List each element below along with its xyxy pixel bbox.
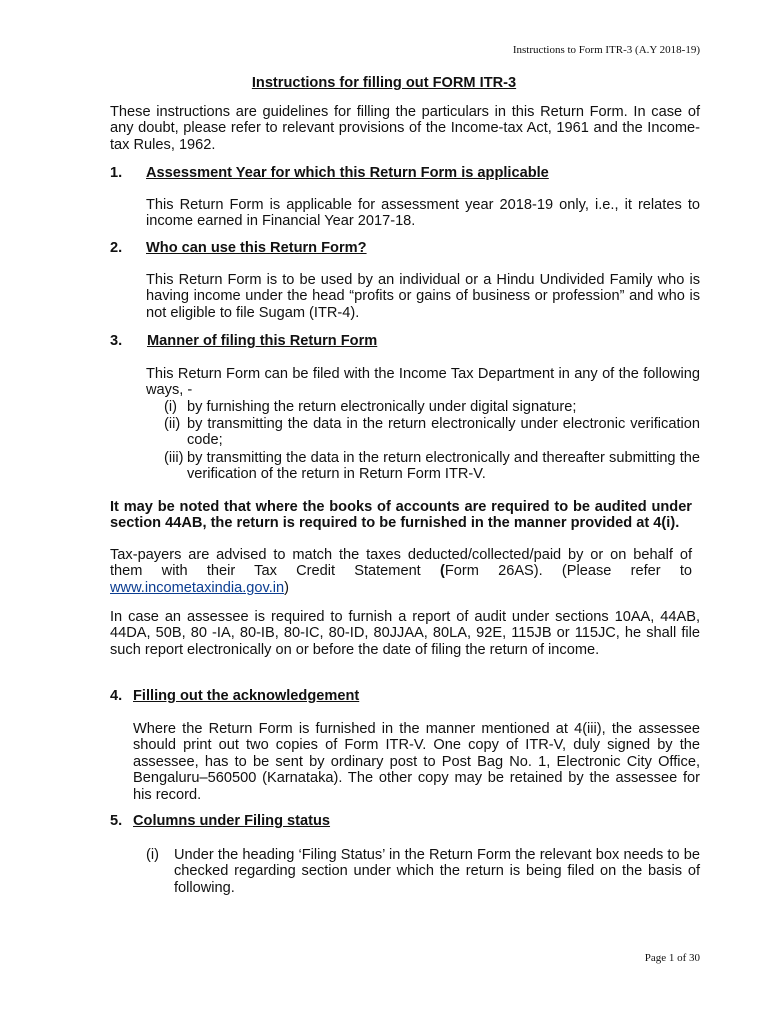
section-4-title: Filling out the acknowledgement [133,688,360,704]
list-item [146,847,700,896]
list-marker: (iii) [164,450,184,466]
section-1-title: Assessment Year for which this Return Form is applicable [146,165,549,181]
list-text: Under the heading ‘Filing Status’ in the Return Form the relevant box needs to be checked regarding section under which the return is being filed on the basis of following. [174,847,700,896]
section-2-number: 2. [110,240,123,256]
intro-paragraph: These instructions are guidelines for filling the particulars in this Return Form. In case of any doubt, please refer to relevant provisions of the Income-tax Act, 1961 and the Income-tax Rules, 1962. [110,104,700,153]
list-item [164,399,700,415]
page-number: Page 1 of 30 [644,952,700,964]
advice-form: Form 26AS). (Please refer to [444,563,692,580]
list-marker: (ii) [164,416,181,432]
advice-paren: ( [439,563,445,580]
list-marker: (i) [146,847,159,863]
audit-report-paragraph: In case an assessee is required to furnish a report of audit under sections 10AA, 44AB, 44DA, 50B, 80 -IA, 80-IB, 80-IC, 80-ID, 80JJAA, 80LA, 92E, 115JB or 115JC, he shall file such report electronically on or before the date of filing the return of income. [110,609,700,658]
section-1-body: This Return Form is applicable for assessment year 2018-19 only, i.e., it relates to income earned in Financial Year 2017-18. [146,197,700,230]
section-4-body: Where the Return Form is furnished in the manner mentioned at 4(iii), the assessee should print out two copies of Form ITR-V. One copy of ITR-V, duly signed by the assessee, has to be sent by ordinary post to Post Bag No. 1, Electronic City Office, Bengaluru–560500 (Karnataka). The other copy may be retained by the assessee for his record. [133,721,700,803]
advice-close: ) [284,579,290,596]
list-item [164,416,700,449]
document-title: Instructions for filling out FORM ITR-3 [251,75,517,91]
income-tax-link[interactable]: www.incometaxindia.gov.in [110,579,285,596]
section-2-title: Who can use this Return Form? [146,240,367,256]
section-3-title: Manner of filing this Return Form [147,333,378,349]
advice-text: Tax-payers are advised to match the taxes deducted/collected/paid by or on behalf of them with their Tax Credit Statement [110,547,692,580]
section-1-number: 1. [110,165,123,181]
list-marker: (i) [164,399,177,415]
section-3-number: 3. [110,333,123,349]
section-5-title: Columns under Filing status [133,813,331,829]
section-2-body: This Return Form is to be used by an individual or a Hindu Undivided Family who is having income under the head “profits or gains of business or profession” and who is not eligible to file Sugam (ITR-4). [146,272,700,321]
list-text: by furnishing the return electronically under digital signature; [187,399,577,415]
audit-note: It may be noted that where the books of accounts are required to be audited under section 44AB, the return is required to be furnished in the manner provided at 4(i). [110,499,692,532]
section-3-body: This Return Form can be filed with the Income Tax Department in any of the following ways, - [146,366,700,399]
advice-paragraph [110,547,692,596]
section-5-number: 5. [110,813,123,829]
section-4-number: 4. [110,688,123,704]
list-text: by transmitting the data in the return electronically under electronic verification code; [187,416,700,449]
list-item [164,450,700,483]
running-header: Instructions to Form ITR-3 (A.Y 2018-19) [512,44,700,56]
list-text: by transmitting the data in the return electronically and thereafter submitting the verification of the return in Return Form ITR-V. [187,450,700,483]
